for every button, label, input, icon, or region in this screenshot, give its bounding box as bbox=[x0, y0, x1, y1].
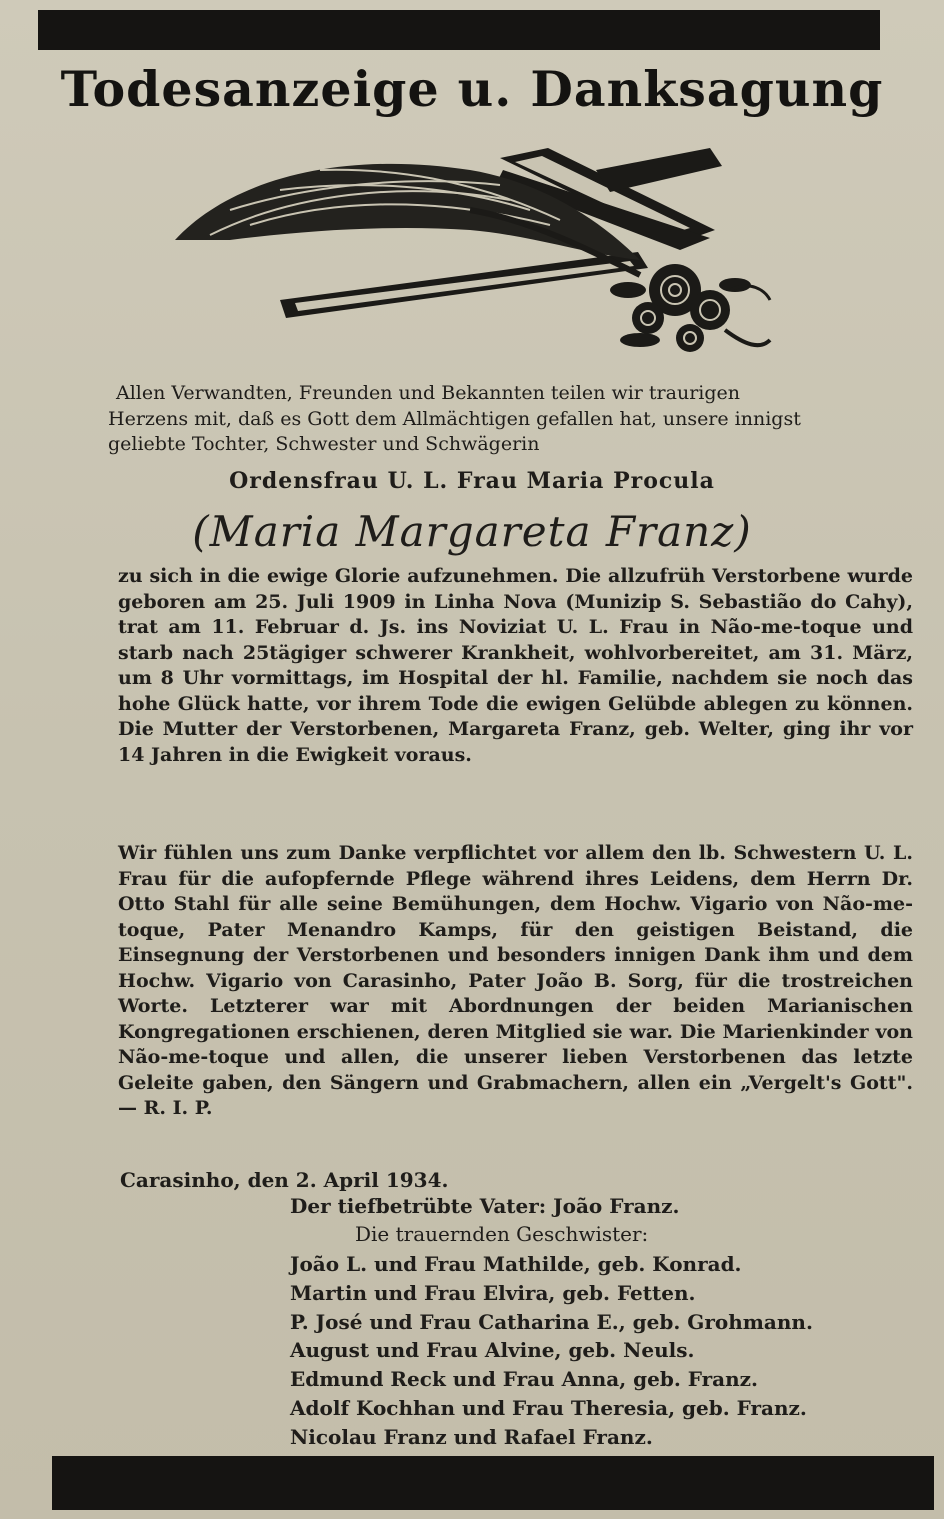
intro-line: Allen Verwandten, Freunden und Bekannten teilen wir traurigen bbox=[116, 382, 741, 404]
siblings-heading: Die trauernden Geschwister: bbox=[355, 1222, 649, 1246]
cross-palm-roses-icon bbox=[170, 140, 780, 370]
sibling-entry: P. José und Frau Catharina E., geb. Grohmann. bbox=[290, 1309, 813, 1334]
sibling-entry: Martin und Frau Elvira, geb. Fetten. bbox=[290, 1280, 696, 1305]
civil-name: (Maria Margareta Franz) bbox=[192, 507, 752, 556]
sibling-entry: Edmund Reck und Frau Anna, geb. Franz. bbox=[290, 1367, 758, 1392]
bottom-black-rule bbox=[52, 1456, 934, 1510]
sibling-entry: João L. und Frau Mathilde, geb. Konrad. bbox=[290, 1252, 742, 1276]
intro-line: geliebte Tochter, Schwester und Schwägerin bbox=[108, 433, 540, 455]
father-signature: Der tiefbetrübte Vater: João Franz. bbox=[290, 1194, 680, 1218]
sibling-entry: August und Frau Alvine, geb. Neuls. bbox=[290, 1338, 695, 1363]
sibling-entry: Nicolau Franz und Rafael Franz. bbox=[290, 1424, 653, 1449]
thanks-paragraph: Wir fühlen uns zum Danke verpflichtet vor allem den lb. Schwestern U. L. Frau für die aufopfernde Pflege während ihres Leidens, dem Herrn Dr. Otto Stahl für alle seine Bemühungen, dem Hochw. Vigario von Não-me-toque, Pater Menandro Kamps, für den geistigen Beistand, die Einsegnung der Verstorbenen und besonders innigen Dank ihm und dem Hochw. Vigario von Carasinho, Pater João B. Sorg, für die trostreichen Worte. Letzterer war mit Abordnungen der beiden Marianischen Kongregationen erschienen, deren Mitglied sie war. Die Marienkinder von Não-me-toque und allen, die unserer lieben Verstorbenen das letzte Geleite gaben, den Sängern und Grabmachern, allen ein „Vergelt's Gott". — R. I. P. bbox=[118, 842, 913, 1119]
place-date: Carasinho, den 2. April 1934. bbox=[120, 1168, 449, 1192]
intro-line: Herzens mit, daß es Gott dem Allmächtigen gefallen hat, unsere innigst bbox=[108, 407, 801, 430]
top-black-rule bbox=[38, 10, 880, 50]
intro-text bbox=[108, 381, 904, 458]
sibling-entry: Adolf Kochhan und Frau Theresia, geb. Franz. bbox=[290, 1395, 807, 1420]
death-details-paragraph: zu sich in die ewige Glorie aufzunehmen. Die allzufrüh Verstorbene wurde geboren am 25. Juli 1909 in Linha Nova (Munizip S. Sebastião do Cahy), trat am 11. Februar d. Js. ins Noviziat U. L. Frau in Não-me-toque und starb nach 25tägiger schwerer Krankheit, wohlvorbereitet, am 31. März, um 8 Uhr vormittags, im Hospital der hl. Familie, nachdem sie noch das hohe Glück hatte, vor ihrem Tode die ewigen Gelübde ablegen zu können. Die Mutter der Verstorbenen, Margareta Franz, geb. Welter, ging ihr vor 14 Jahren in die Ewigkeit voraus. bbox=[118, 565, 913, 766]
notice-title: Todesanzeige u. Danksagung bbox=[60, 60, 884, 118]
siblings-list bbox=[290, 1250, 940, 1452]
religious-name: Ordensfrau U. L. Frau Maria Procula bbox=[229, 468, 715, 494]
